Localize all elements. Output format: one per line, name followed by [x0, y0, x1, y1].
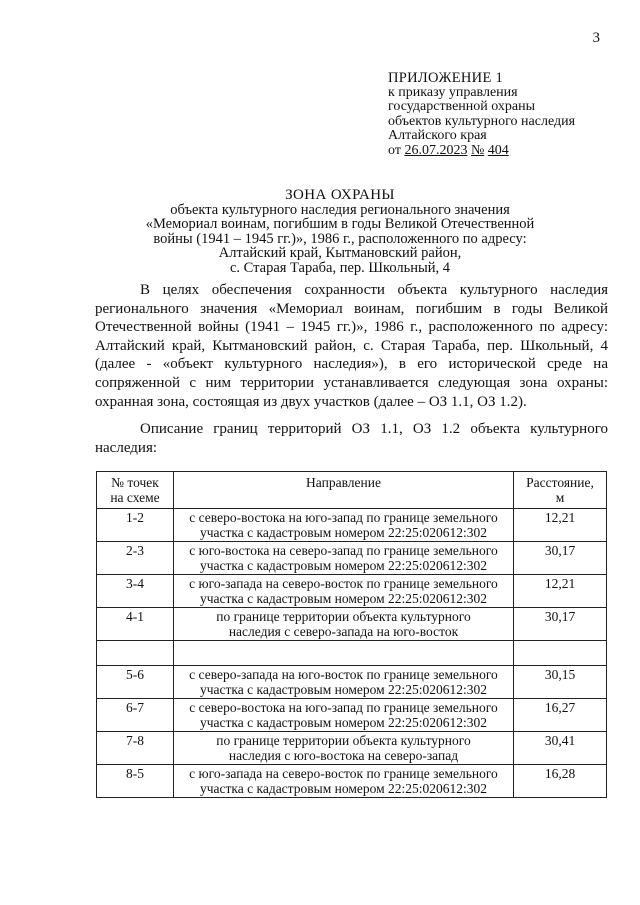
direction-cell: [174, 542, 514, 575]
direction-cell: [174, 608, 514, 641]
zone-title: ЗОНА ОХРАНЫ: [285, 187, 395, 203]
appendix-date-line: [388, 144, 628, 159]
direction-cell: [174, 765, 514, 798]
order-number: 404: [487, 142, 509, 158]
direction-line: участка с кадастровым номером 22:25:020612:302: [199, 781, 488, 796]
zone-line: с. Старая Тараба, пер. Школьный, 4: [229, 259, 451, 276]
date-prefix: от: [388, 142, 401, 158]
points-cell: 5-6: [97, 666, 174, 699]
intro-paragraph: В целях обеспечения сохранности объекта культурного наследия регионального значения «Мемориал воинам, погибшим в годы Великой Отечественной войны (1941 – 1945 гг.)», 1986 г., расположенного по адресу: Алтайский край, Кытмановский район, с. Старая Тараба, пер. Школьный, 4 (далее - «объект культурного наследия»), в его исторической среде на сопряженной с ним территории устанавливается следующая зона охраны: охранная зона, состоящая из двух участков (далее – ОЗ 1.1, ОЗ 1.2).: [95, 282, 608, 410]
appendix-line: государственной охраны: [388, 99, 536, 114]
header-points: [97, 472, 174, 509]
table-row: [97, 575, 607, 608]
direction-line: с северо-востока на юго-запад по границе земельного: [189, 700, 498, 715]
description-paragraph: Описание границ территорий ОЗ 1.1, ОЗ 1.2 объекта культурного наследия:: [95, 421, 608, 456]
direction-line: по границе территории объекта культурного: [216, 609, 471, 624]
header-points-line: на схеме: [110, 490, 160, 505]
header-distance-line: м: [555, 490, 565, 505]
page-number: 3: [592, 30, 600, 46]
direction-cell: [174, 732, 514, 765]
points-cell: 7-8: [97, 732, 174, 765]
direction-line: участка с кадастровым номером 22:25:020612:302: [199, 591, 488, 606]
direction-line: наследия с северо-запада на юго-восток: [228, 624, 459, 639]
distance-cell: 30,17: [514, 608, 607, 641]
distance-cell: 16,28: [514, 765, 607, 798]
zone-line: «Мемориал воинам, погибшим в годы Великой Отечественной: [145, 216, 535, 232]
distance-cell: 30,15: [514, 666, 607, 699]
boundary-table: [96, 471, 607, 798]
points-cell: 6-7: [97, 699, 174, 732]
header-direction: Направление: [174, 472, 514, 509]
direction-line: наследия с юго-востока на северо-запад: [228, 748, 459, 763]
table-row: [97, 732, 607, 765]
direction-line: по границе территории объекта культурного: [216, 733, 471, 748]
direction-line: участка с кадастровым номером 22:25:020612:302: [199, 558, 488, 573]
points-cell: 8-5: [97, 765, 174, 798]
points-cell: 3-4: [97, 575, 174, 608]
appendix-line: к приказу управления: [388, 84, 518, 100]
direction-line: с северо-запада на юго-восток по границе земельного: [189, 667, 498, 682]
direction-line: с северо-востока на юго-запад по границе земельного: [189, 510, 498, 525]
distance-cell: 16,27: [514, 699, 607, 732]
direction-line: участка с кадастровым номером 22:25:020612:302: [199, 715, 488, 730]
table-row: [97, 765, 607, 798]
direction-line: участка с кадастровым номером 22:25:020612:302: [199, 682, 488, 697]
distance-cell: 30,41: [514, 732, 607, 765]
direction-line: с юго-запада на северо-восток по границе земельного: [189, 576, 498, 591]
direction-cell: [174, 699, 514, 732]
direction-line: с юго-востока на северо-запад по границе земельного: [189, 543, 498, 558]
direction-line: участка с кадастровым номером 22:25:020612:302: [199, 525, 488, 540]
empty-cell: [97, 641, 174, 666]
appendix-line: объектов культурного наследия: [388, 113, 576, 129]
table-row: [97, 666, 607, 699]
header-distance: [514, 472, 607, 509]
zone-line: объекта культурного наследия регионального значения: [170, 201, 510, 218]
distance-cell: 12,21: [514, 509, 607, 542]
distance-cell: 12,21: [514, 575, 607, 608]
header-distance-line: Расстояние,: [526, 475, 594, 490]
distance-cell: 30,17: [514, 542, 607, 575]
empty-cell: [514, 641, 607, 666]
appendix-line: Алтайского края: [388, 128, 487, 143]
points-cell: 2-3: [97, 542, 174, 575]
table-row: [97, 509, 607, 542]
table-separator-row: [97, 641, 607, 666]
order-date: 26.07.2023: [404, 142, 468, 158]
direction-cell: [174, 509, 514, 542]
empty-cell: [174, 641, 514, 666]
appendix-title: ПРИЛОЖЕНИЕ 1: [388, 70, 504, 86]
table-header-row: [97, 472, 607, 509]
points-cell: 1-2: [97, 509, 174, 542]
zone-heading: [80, 188, 600, 275]
direction-cell: [174, 666, 514, 699]
number-prefix: №: [470, 142, 485, 158]
zone-line: войны (1941 – 1945 гг.)», 1986 г., расположенного по адресу:: [153, 230, 527, 247]
appendix-header: [388, 71, 628, 158]
direction-cell: [174, 575, 514, 608]
table-row: [97, 542, 607, 575]
header-points-line: № точек: [111, 475, 159, 490]
zone-line: Алтайский край, Кытмановский район,: [218, 245, 462, 261]
direction-line: с юго-запада на северо-восток по границе земельного: [189, 766, 498, 781]
points-cell: 4-1: [97, 608, 174, 641]
table-row: [97, 608, 607, 641]
table-row: [97, 699, 607, 732]
